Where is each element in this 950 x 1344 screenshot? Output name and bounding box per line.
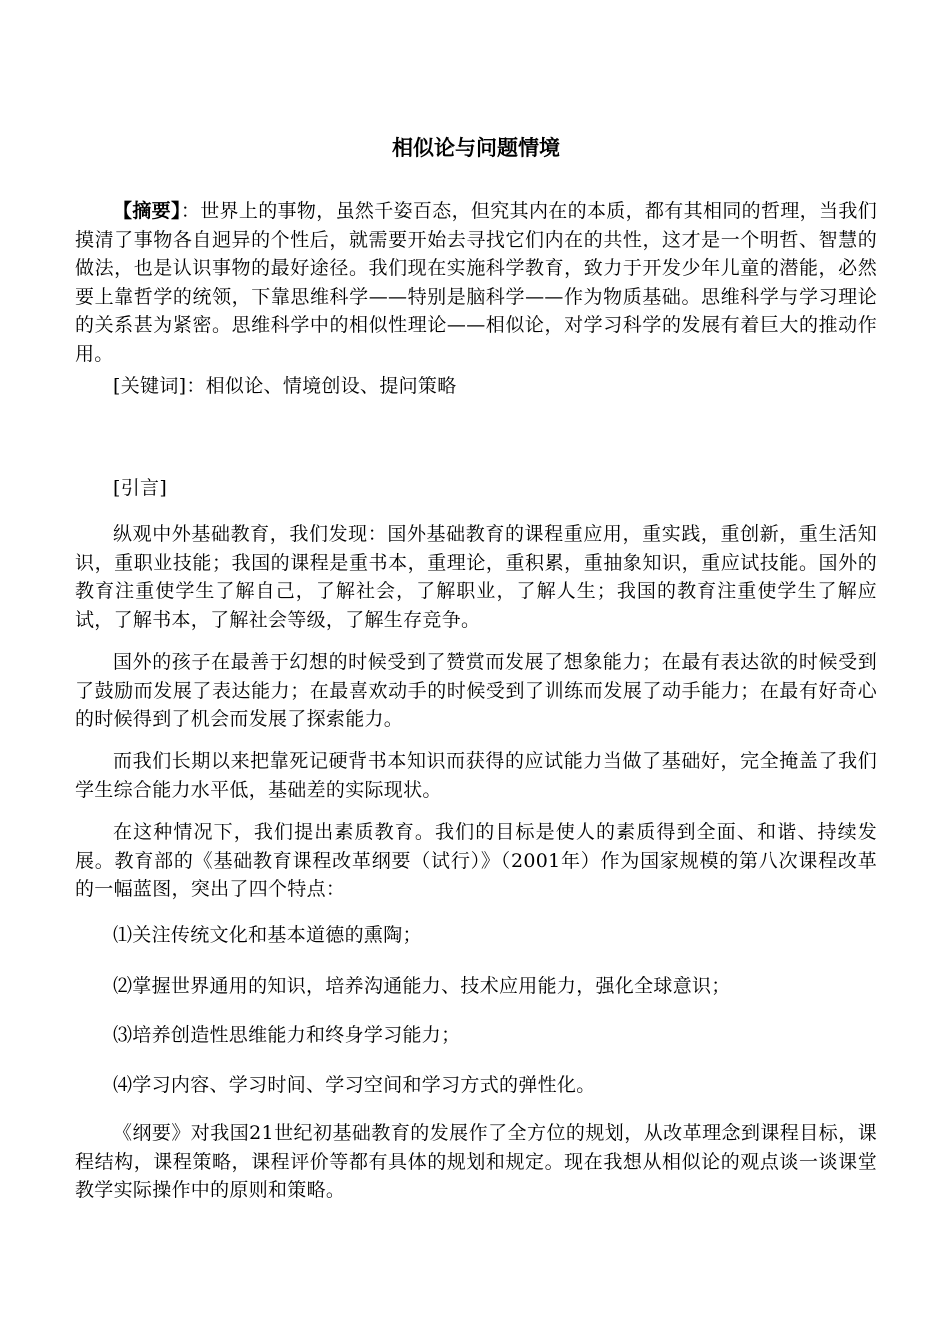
list-item-1: ⑴关注传统文化和基本道德的熏陶； xyxy=(113,924,422,946)
body-paragraph-4: 在这种情况下，我们提出素质教育。我们的目标是使人的素质得到全面、和谐、持续发展。教育部的《基础教育课程改革纲要（试行）》（2001年）作为国家规模的第八次课程改革的一幅蓝图，突出了四个特点： xyxy=(75,821,877,900)
list-item-4: ⑷学习内容、学习时间、学习空间和学习方式的弹性化。 xyxy=(113,1074,596,1096)
list-item-2: ⑵掌握世界通用的知识，培养沟通能力、技术应用能力，强化全球意识； xyxy=(113,975,731,997)
document-title: 相似论与问题情境 xyxy=(392,136,560,160)
abstract-paragraph xyxy=(75,197,877,368)
abstract-text: ：世界上的事物，虽然千姿百态，但究其内在的本质，都有其相同的哲理，当我们摸清了事物各自迥异的个性后，就需要开始去寻找它们内在的共性，这才是一个明哲、智慧的做法，也是认识事物的最好途径。我们现在实施科学教育，致力于开发少年儿童的潜能，必然要上靠哲学的统领，下靠思维科学——特别是脑科学——作为物质基础。思维科学与学习理论的关系甚为紧密。思维科学中的相似性理论——相似论，对学习科学的发展有着巨大的推动作用。 xyxy=(75,200,877,365)
abstract-label: 【摘要】 xyxy=(113,200,181,222)
body-paragraph-2: 国外的孩子在最善于幻想的时候受到了赞赏而发展了想象能力；在最有表达欲的时候受到了鼓励而发展了表达能力；在最喜欢动手的时候受到了训练而发展了动手能力；在最有好奇心的时候得到了机会而发展了探索能力。 xyxy=(75,651,877,730)
body-paragraph-1: 纵观中外基础教育，我们发现：国外基础教育的课程重应用，重实践，重创新，重生活知识，重职业技能；我国的课程是重书本，重理论，重积累，重抽象知识，重应试技能。国外的教育注重使学生了解自己，了解社会，了解职业，了解人生；我国的教育注重使学生了解应试，了解书本，了解社会等级，了解生存竞争。 xyxy=(75,523,877,631)
body-paragraph-5: 《纲要》对我国21世纪初基础教育的发展作了全方位的规划，从改革理念到课程目标，课程结构，课程策略，课程评价等都有具体的规划和规定。现在我想从相似论的观点谈一谈课堂教学实际操作中的原则和策略。 xyxy=(75,1122,877,1201)
body-paragraph-3: 而我们长期以来把靠死记硬背书本知识而获得的应试能力当做了基础好，完全掩盖了我们学生综合能力水平低，基础差的实际现状。 xyxy=(75,750,877,801)
document-page xyxy=(75,0,877,1344)
list-item-3: ⑶培养创造性思维能力和终身学习能力； xyxy=(113,1024,461,1046)
keywords-paragraph: [关键词]：相似论、情境创设、提问策略 xyxy=(113,375,457,397)
intro-heading: [引言] xyxy=(113,477,168,499)
